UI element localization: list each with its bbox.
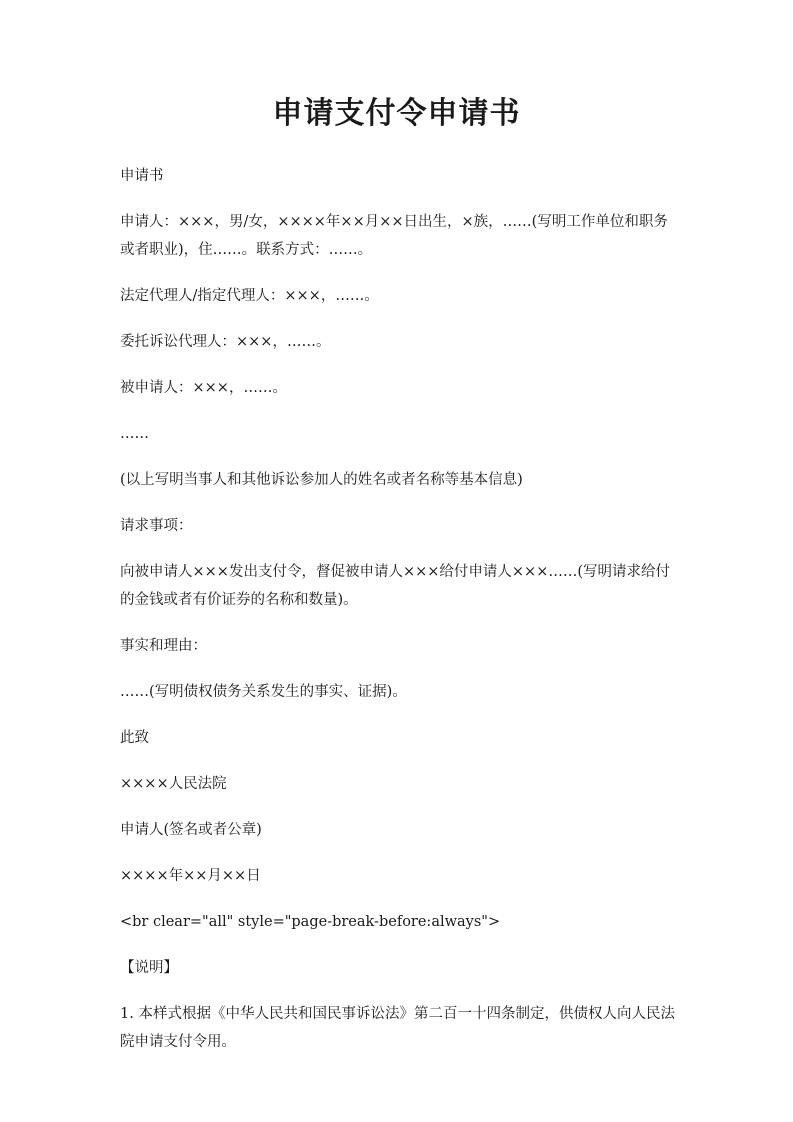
- document-title: 申请支付令申请书: [272, 96, 521, 131]
- paragraph-salutation: 此致: [120, 730, 149, 746]
- paragraph-claims: 向被申请人×××发出支付令，督促被申请人×××给付申请人×××……(写明请求给付的金钱或者有价证券的名称和数量)。: [120, 564, 670, 608]
- paragraph-agent: 委托诉讼代理人：×××，……。: [120, 334, 331, 350]
- paragraph-signature: 申请人(签名或者公章): [120, 822, 262, 838]
- paragraph-claims-heading: 请求事项：: [120, 518, 193, 534]
- paragraph-heading: 申请书: [120, 168, 164, 184]
- paragraph-raw-markup: <br clear="all" style="page-break-before:always">: [120, 914, 501, 930]
- paragraph-facts: ……(写明债权债务关系发生的事实、证据)。: [120, 684, 407, 700]
- paragraph-date: ××××年××月××日: [120, 868, 261, 884]
- paragraph-facts-heading: 事实和理由：: [120, 638, 207, 654]
- paragraph-respondent: 被申请人：×××，……。: [120, 380, 287, 396]
- paragraph-ellipsis: ……: [120, 426, 149, 442]
- paragraph-legal-representative: 法定代理人/指定代理人：×××，……。: [120, 288, 379, 304]
- paragraph-court: ××××人民法院: [120, 776, 227, 792]
- paragraph-party-note: (以上写明当事人和其他诉讼参加人的姓名或者名称等基本信息): [120, 472, 523, 488]
- paragraph-note-1: 1. 本样式根据《中华人民共和国民事诉讼法》第二百一十四条制定，供债权人向人民法院申请支付令用。: [120, 1006, 675, 1050]
- paragraph-notes-heading: 【说明】: [120, 960, 178, 976]
- document-body: [120, 162, 678, 1074]
- paragraph-applicant: 申请人：×××，男/女，××××年××月××日出生，×族，……(写明工作单位和职务或者职业)，住……。联系方式：……。: [120, 214, 668, 258]
